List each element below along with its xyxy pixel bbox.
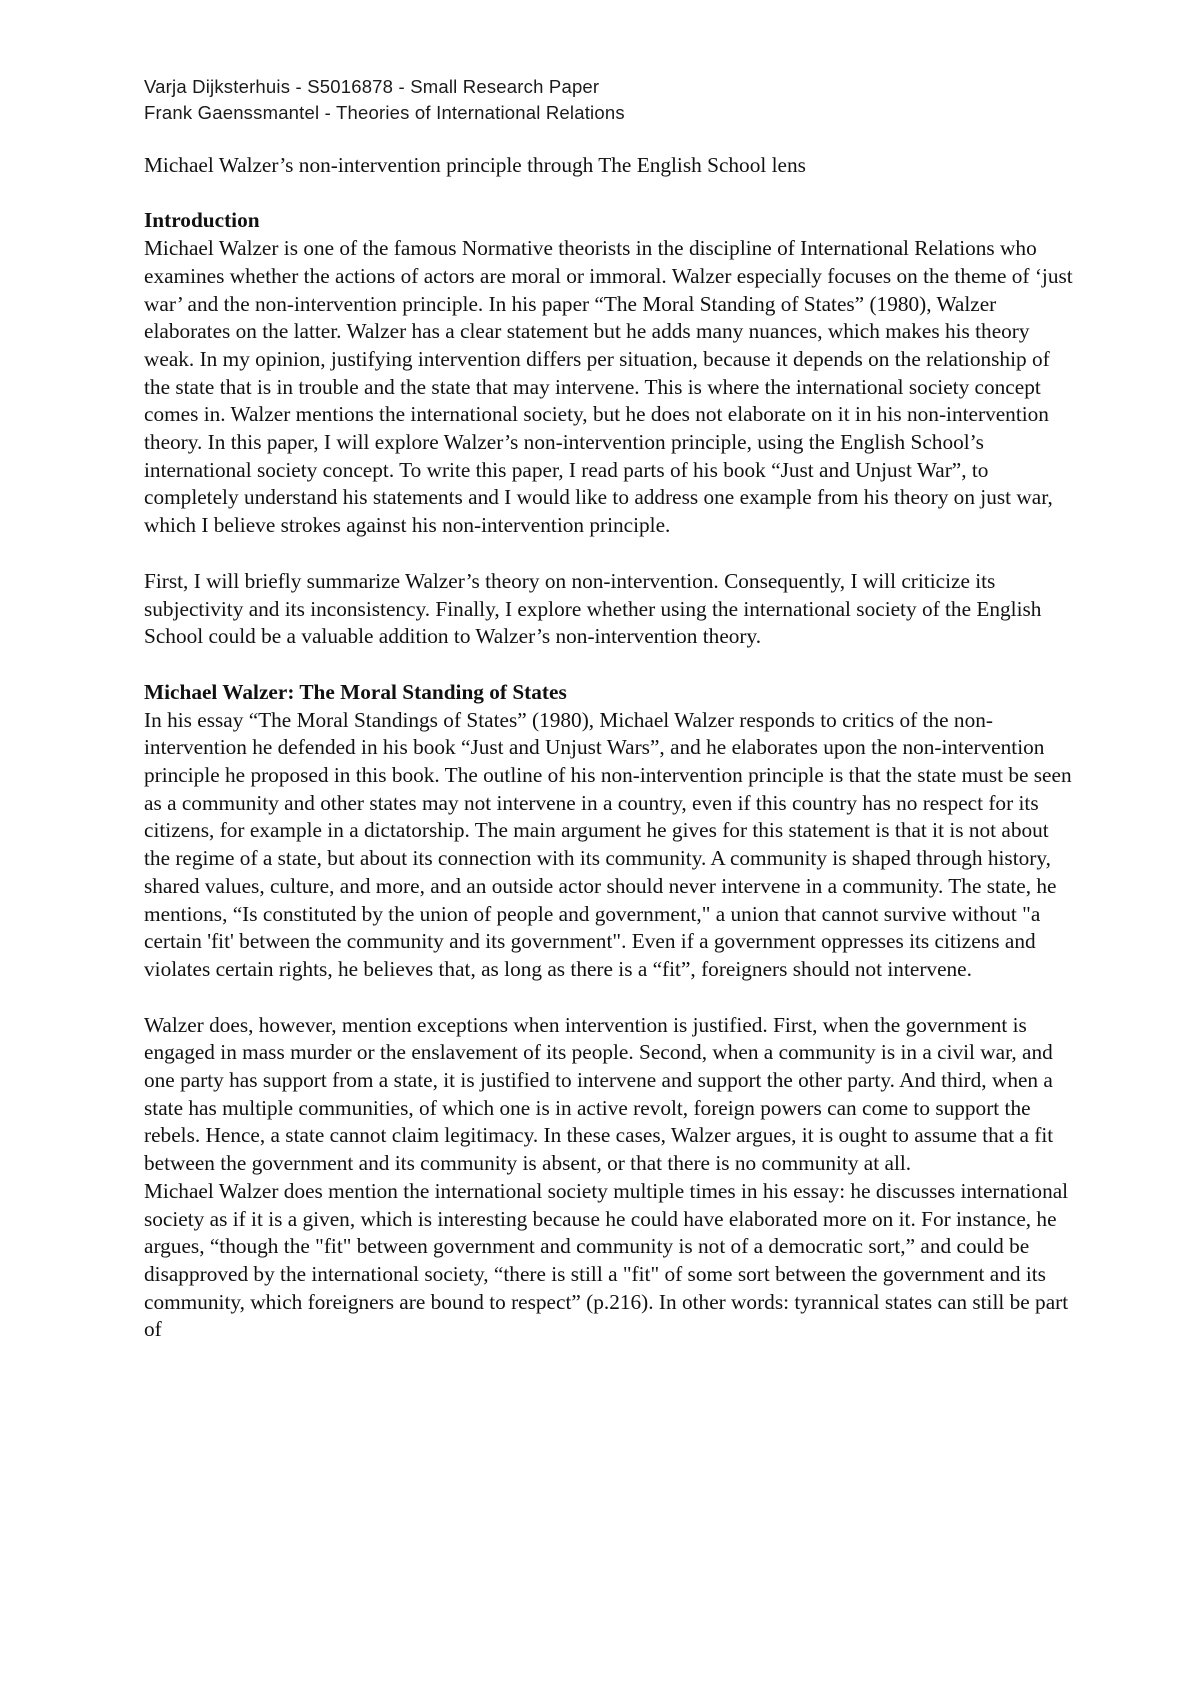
- intro-paragraph-2: First, I will briefly summarize Walzer’s theory on non-intervention. Consequently, I will criticize its subjectivity and its inconsistency. Finally, I explore whether using the international society of the English School could be a valuable addition to Walzer’s non-intervention theory.: [144, 568, 1042, 649]
- document-body: [144, 74, 1074, 1344]
- section-heading-moral-standing: Michael Walzer: The Moral Standing of States: [144, 679, 567, 704]
- header-course-line: Frank Gaenssmantel - Theories of International Relations: [144, 102, 625, 123]
- moral-standing-paragraph-1: In his essay “The Moral Standings of States” (1980), Michael Walzer responds to critics of the non-intervention he defended in his book “Just and Unjust Wars”, and he elaborates upon the non-intervention principle he proposed in this book. The outline of his non-intervention principle is that the state must be seen as a community and other states may not intervene in a country, even if this country has no respect for its citizens, for example in a dictatorship. The main argument he gives for this statement is that it is not about the regime of a state, but about its connection with its community. A community is shaped through history, shared values, culture, and more, and an outside actor should never intervene in a community. The state, he mentions, “Is constituted by the union of people and government," a union that cannot survive without "a certain 'fit' between the community and its government". Even if a government oppresses its citizens and violates certain rights, he believes that, as long as there is a “fit”, foreigners should not intervene.: [144, 707, 1072, 981]
- header-author-line: Varja Dijksterhuis - S5016878 - Small Research Paper: [144, 76, 600, 97]
- intro-paragraph-1: Michael Walzer is one of the famous Normative theorists in the discipline of International Relations who examines whether the actions of actors are moral or immoral. Walzer especially focuses on the theme of ‘just war’ and the non-intervention principle. In his paper “The Moral Standing of States” (1980), Walzer elaborates on the latter. Walzer has a clear statement but he adds many nuances, which makes his theory weak. In my opinion, justifying intervention differs per situation, because it depends on the relationship of the state that is in trouble and the state that may intervene. This is where the international society concept comes in. Walzer mentions the international society, but he does not elaborate on it in his non-intervention theory. In this paper, I will explore Walzer’s non-intervention principle, using the English School’s international society concept. To write this paper, I read parts of his book “Just and Unjust War”, to completely understand his statements and I would like to address one example from his theory on just war, which I believe strokes against his non-intervention principle.: [144, 236, 1073, 538]
- section-heading-introduction: Introduction: [144, 208, 260, 233]
- moral-standing-paragraph-2: Walzer does, however, mention exceptions when intervention is justified. First, when the government is engaged in mass murder or the enslavement of its people. Second, when a community is in a civil war, and one party has support from a state, it is justified to intervene and support the other party. And third, when a state has multiple communities, of which one is in active revolt, foreign powers can come to support the rebels. Hence, a state cannot claim legitimacy. In these cases, Walzer argues, it is ought to assume that a fit between the government and its community is absent, or that there is no community at all.: [144, 1012, 1054, 1176]
- paper-title: Michael Walzer’s non-intervention principle through The English School lens: [144, 153, 806, 177]
- moral-standing-paragraph-3: Michael Walzer does mention the international society multiple times in his essay: he discusses international society as if it is a given, which is interesting because he could have elaborated more on it. For instance, he argues, “though the "fit" between government and community is not of a democratic sort,” and could be disapproved by the international society, “there is still a "fit" of some sort between the government and its community, which foreigners are bound to respect” (p.216). In other words: tyrannical states can still be part of: [144, 1178, 1069, 1342]
